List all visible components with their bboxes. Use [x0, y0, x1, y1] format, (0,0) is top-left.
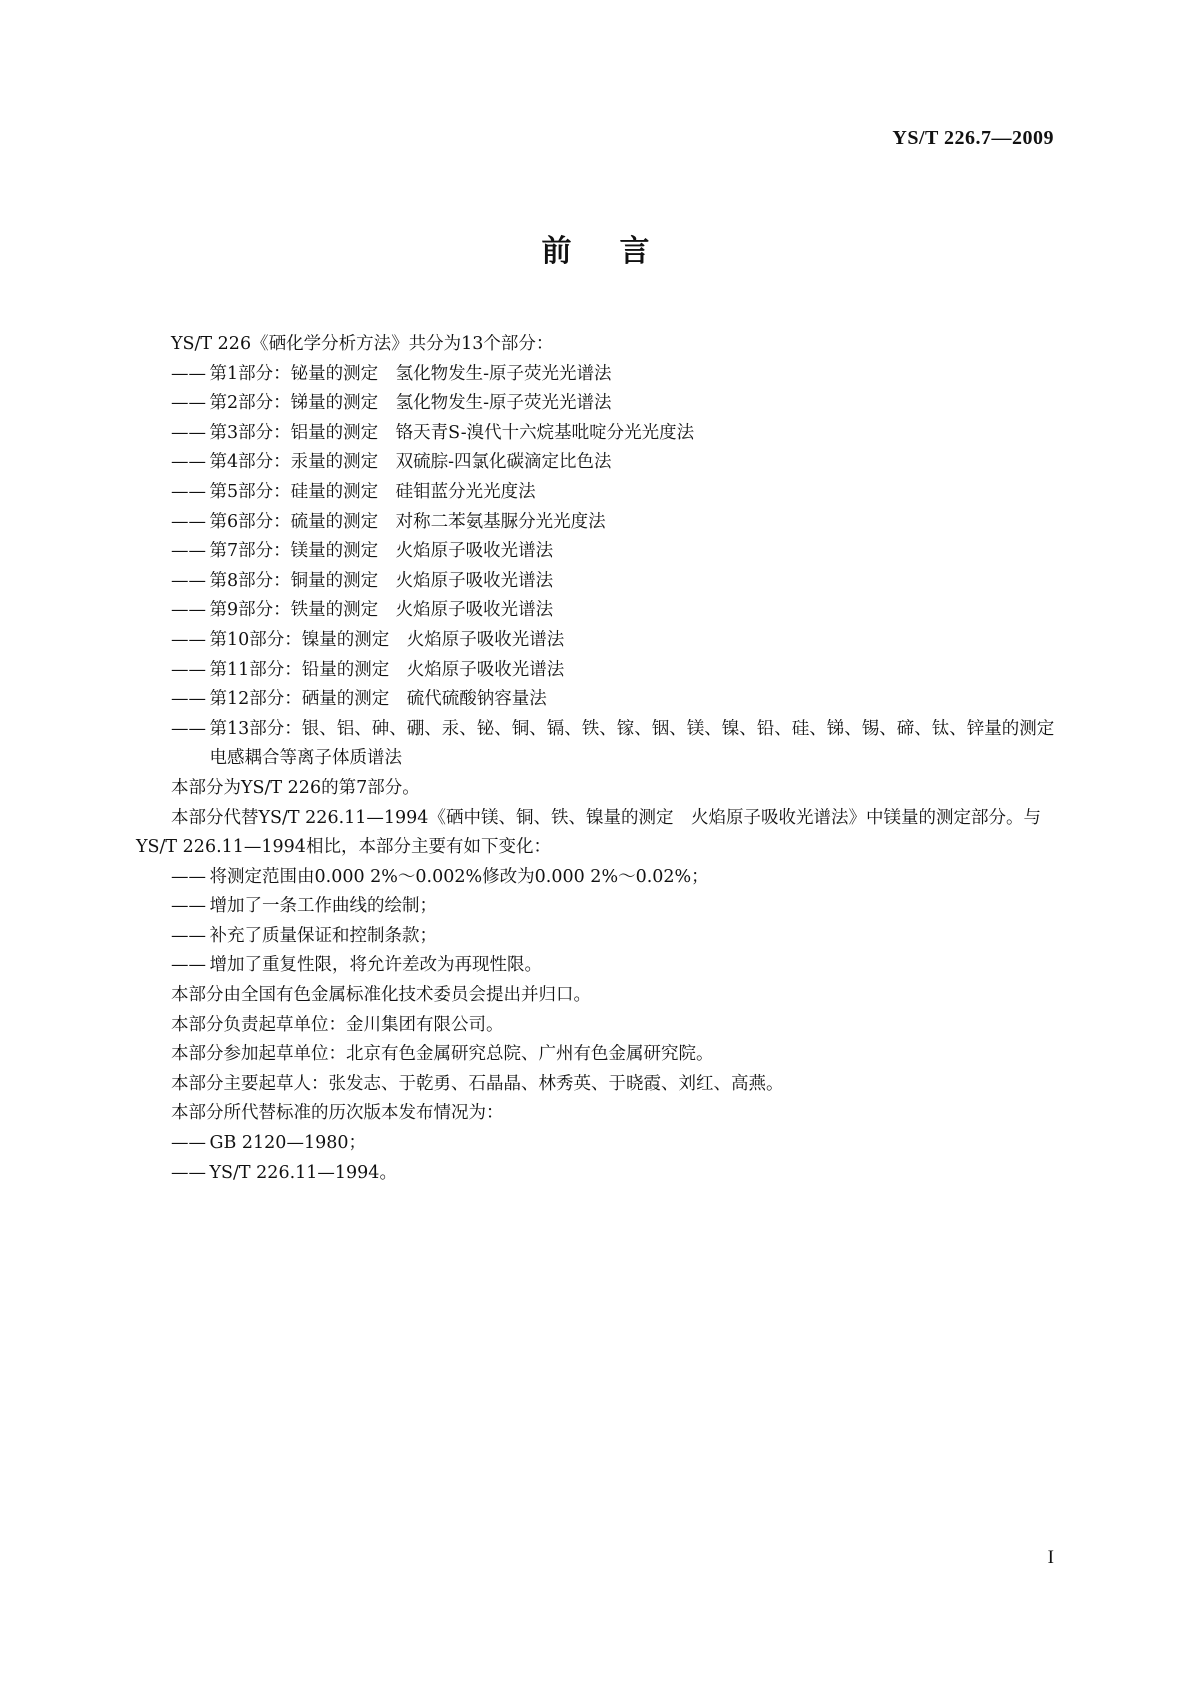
list-item: [136, 567, 1056, 597]
drafting-unit-paragraph: 本部分负责起草单位：金川集团有限公司。: [171, 1014, 504, 1035]
page-title: 前言: [541, 234, 698, 269]
list-item-text: 增加了一条工作曲线的绘制；: [209, 896, 437, 917]
history-intro-paragraph: 本部分所代替标准的历次版本发布情况为：: [171, 1103, 504, 1124]
drafters-paragraph: 本部分主要起草人：张发志、于乾勇、石晶晶、林秀英、于晓霞、刘红、高燕。: [171, 1073, 784, 1094]
dash-glyph: ——: [171, 363, 206, 384]
list-item: [136, 715, 1072, 774]
changes-list: [136, 863, 1056, 981]
list-item-text: 第7部分：镁量的测定 火焰原子吸收光谱法: [209, 541, 554, 562]
dash-glyph: ——: [171, 629, 206, 650]
history-list: [136, 1129, 1056, 1188]
page-number: I: [1047, 1547, 1054, 1568]
dash-glyph: ——: [171, 925, 206, 946]
list-item: [136, 626, 1056, 656]
list-item: [136, 596, 1056, 626]
dash-glyph: ——: [171, 659, 206, 680]
dash-glyph: ——: [171, 955, 206, 976]
dash-glyph: ——: [171, 481, 206, 502]
dash-glyph: ——: [171, 896, 206, 917]
list-item: [136, 419, 1056, 449]
foreword-body: [136, 330, 1072, 1188]
dash-glyph: ——: [171, 718, 206, 739]
list-item-text: 补充了质量保证和控制条款；: [209, 925, 437, 946]
list-item: [136, 448, 1056, 478]
list-item-text: 第3部分：铝量的测定 铬天青S-溴代十六烷基吡啶分光光度法: [209, 422, 695, 443]
list-item-text: 第5部分：硅量的测定 硅钼蓝分光光度法: [209, 481, 536, 502]
list-item: [136, 478, 1056, 508]
list-item-text: 第1部分：铋量的测定 氢化物发生-原子荧光光谱法: [209, 363, 612, 384]
list-item: [136, 892, 1056, 922]
list-item-text: 第11部分：铅量的测定 火焰原子吸收光谱法: [209, 659, 565, 680]
list-item-text: 增加了重复性限，将允许差改为再现性限。: [209, 955, 542, 976]
participating-units-paragraph: 本部分参加起草单位：北京有色金属研究总院、广州有色金属研究院。: [171, 1044, 714, 1065]
list-item-text: GB 2120—1980；: [209, 1133, 366, 1154]
intro-paragraph: YS/T 226《硒化学分析方法》共分为13个部分：: [171, 334, 554, 354]
list-item: [136, 1129, 1056, 1159]
list-item-text: 第6部分：硫量的测定 对称二苯氨基脲分光光度法: [209, 511, 606, 532]
part-statement: 本部分为YS/T 226的第7部分。: [171, 777, 420, 798]
dash-glyph: ——: [171, 1162, 206, 1183]
list-item: [136, 537, 1056, 567]
list-item: [136, 389, 1056, 419]
list-item-text: 第12部分：硒量的测定 硫代硫酸钠容量法: [209, 689, 547, 710]
list-item: [136, 360, 1056, 390]
list-item-text: 第2部分：锑量的测定 氢化物发生-原子荧光光谱法: [209, 393, 612, 414]
standard-code: YS/T 226.7—2009: [892, 127, 1054, 149]
list-item: [136, 922, 1056, 952]
list-item: [136, 1159, 1056, 1189]
parts-list: [136, 360, 1072, 774]
list-item-text: 第8部分：铜量的测定 火焰原子吸收光谱法: [209, 570, 554, 591]
list-item: [136, 656, 1056, 686]
list-item: [136, 863, 1056, 893]
dash-glyph: ——: [171, 1133, 206, 1154]
dash-glyph: ——: [171, 541, 206, 562]
dash-glyph: ——: [171, 600, 206, 621]
list-item-text: 第9部分：铁量的测定 火焰原子吸收光谱法: [209, 600, 554, 621]
list-item-text: YS/T 226.11—1994。: [209, 1162, 397, 1183]
list-item: [136, 951, 1056, 981]
list-item: [136, 685, 1056, 715]
dash-glyph: ——: [171, 422, 206, 443]
dash-glyph: ——: [171, 689, 206, 710]
replacement-statement: 本部分代替YS/T 226.11—1994《硒中镁、铜、铁、镍量的测定 火焰原子吸收光谱法》中镁量的测定部分。与YS/T 226.11—1994相比，本部分主要有如下变化：: [136, 807, 1041, 858]
list-item-text: 将测定范围由0.000 2%～0.002%修改为0.000 2%～0.02%；: [209, 866, 709, 887]
dash-glyph: ——: [171, 866, 206, 887]
list-item-text: 第10部分：镍量的测定 火焰原子吸收光谱法: [209, 629, 565, 650]
dash-glyph: ——: [171, 511, 206, 532]
list-item-text: 第13部分：银、铝、砷、硼、汞、铋、铜、镉、铁、镓、铟、镁、镍、铅、硅、锑、锡、碲、钛、锌量的测定 电感耦合等离子体质谱法: [209, 718, 1072, 769]
dash-glyph: ——: [171, 393, 206, 414]
list-item-text: 第4部分：汞量的测定 双硫腙-四氯化碳滴定比色法: [209, 452, 612, 473]
dash-glyph: ——: [171, 570, 206, 591]
dash-glyph: ——: [171, 452, 206, 473]
list-item: [136, 508, 1056, 538]
proposed-by-paragraph: 本部分由全国有色金属标准化技术委员会提出并归口。: [171, 985, 591, 1006]
